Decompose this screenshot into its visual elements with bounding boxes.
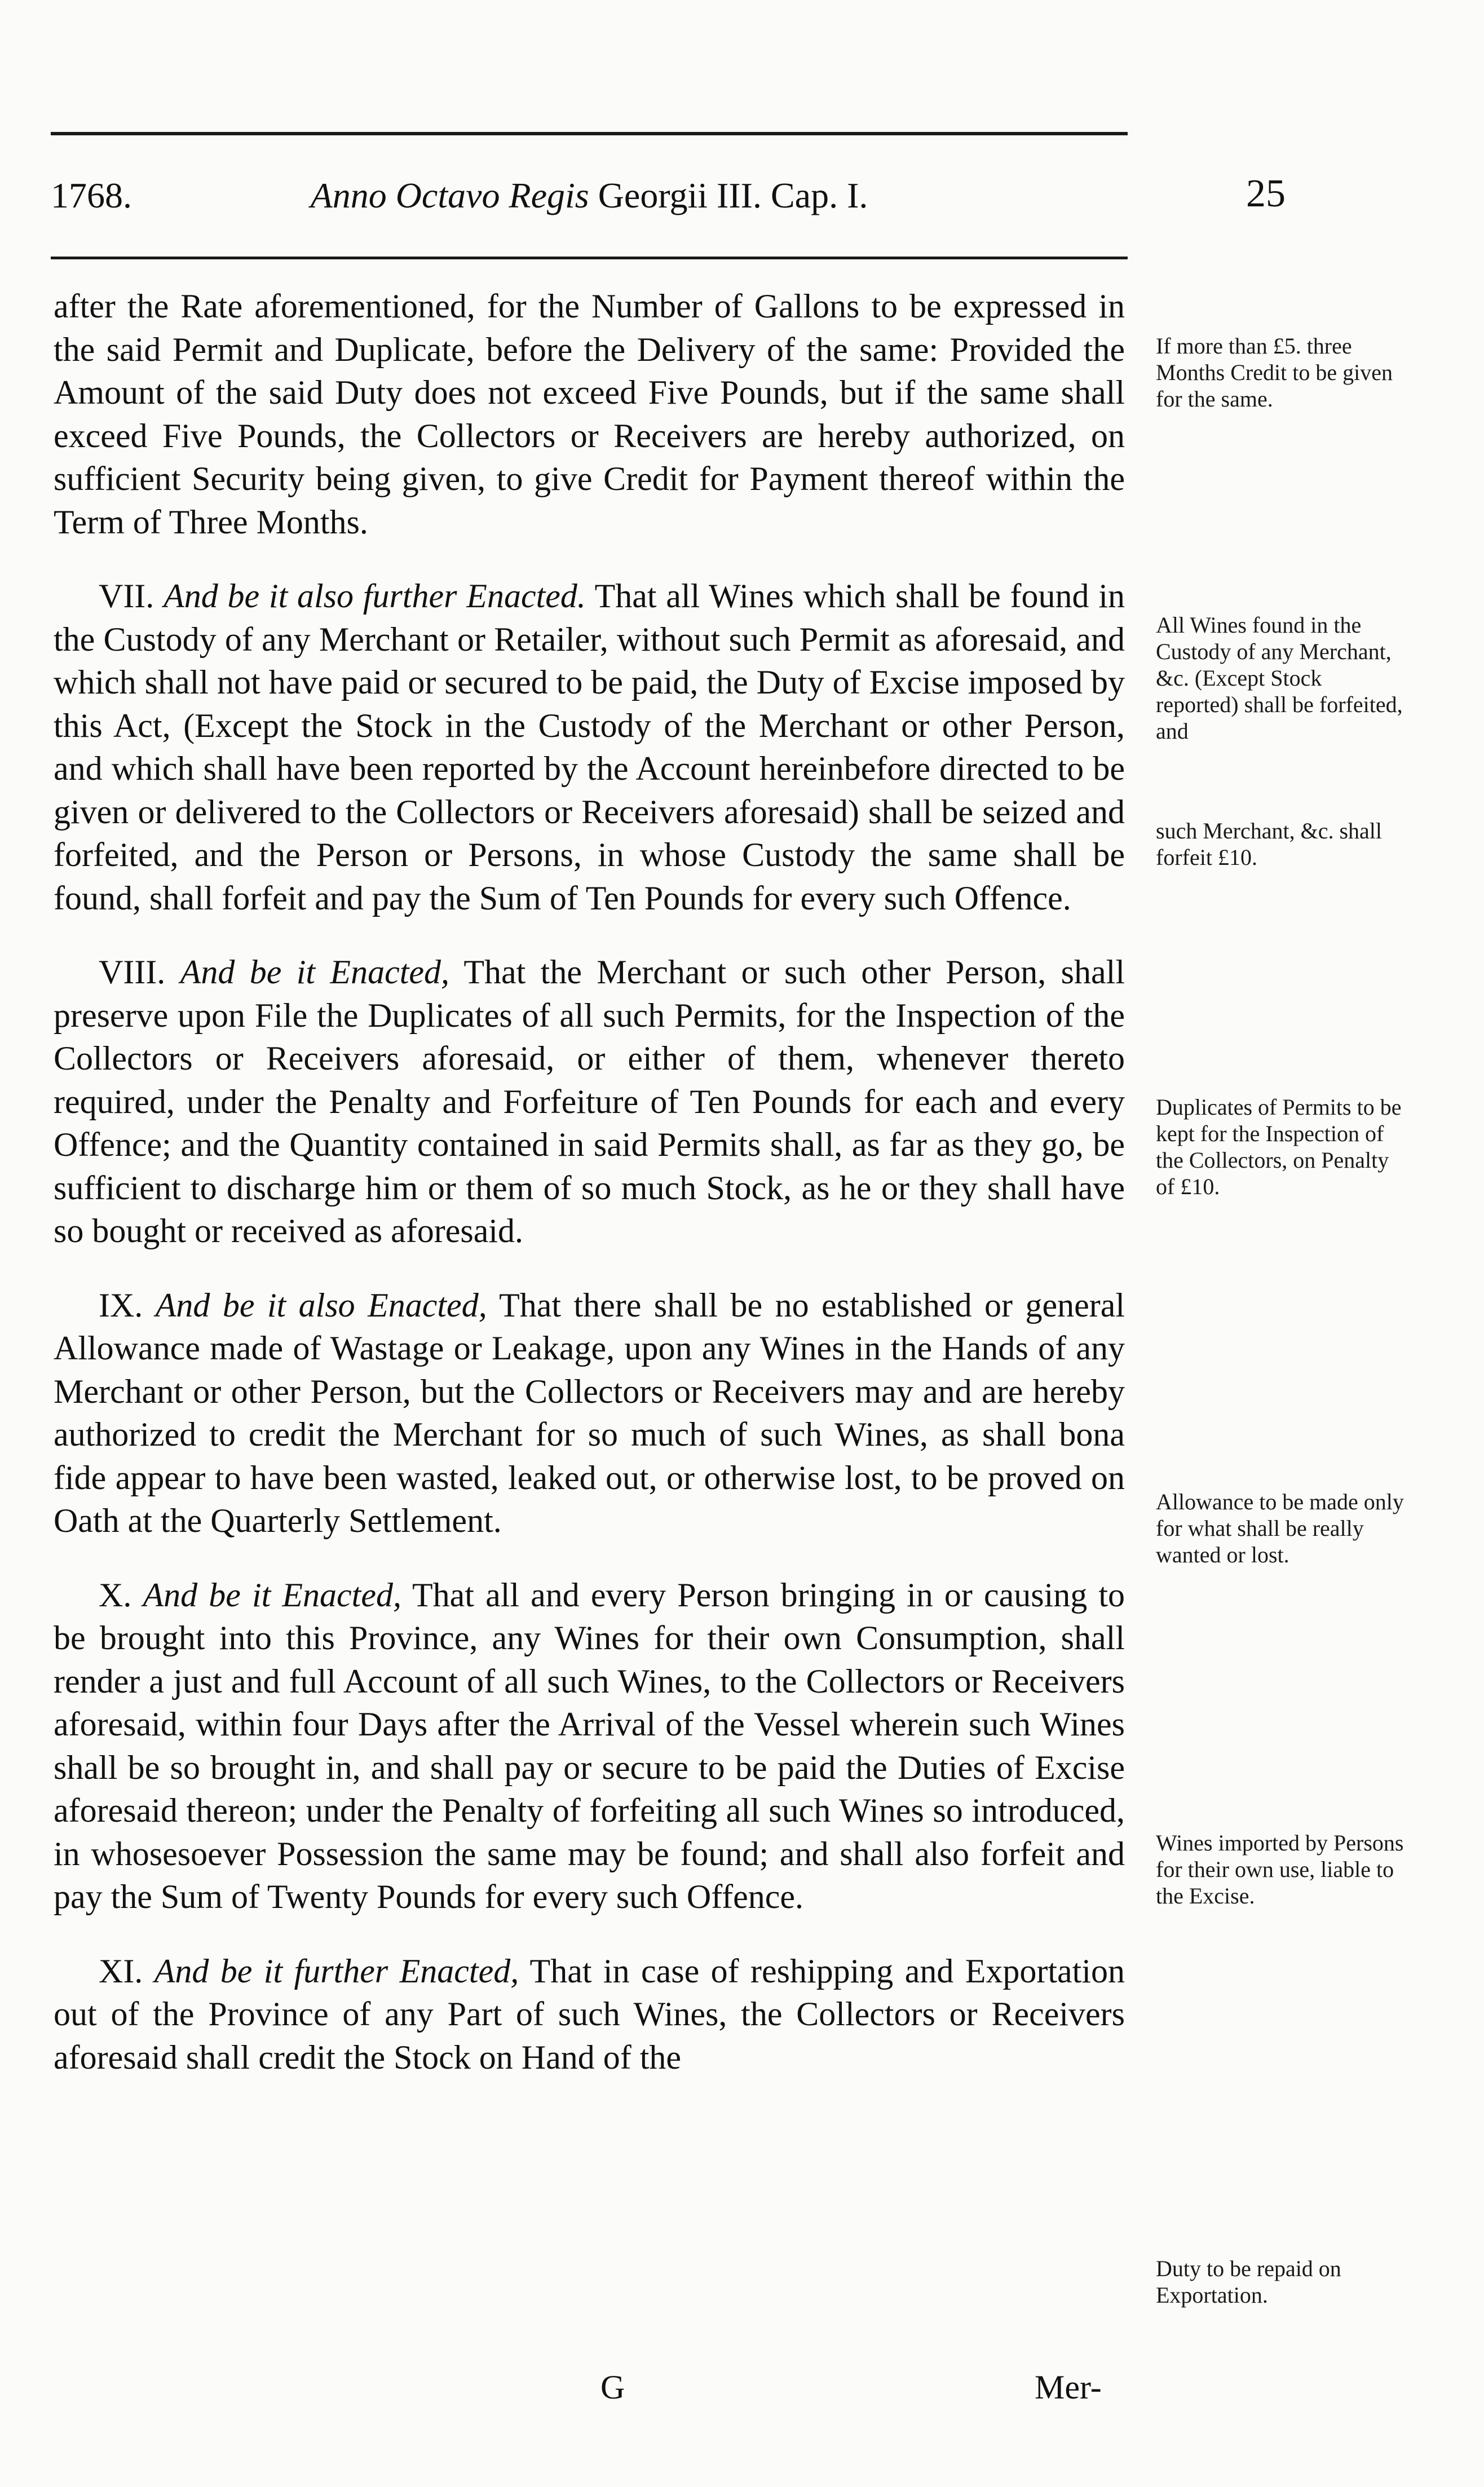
margin-note: Duplicates of Permits to be kept for the Inspection of the Collectors, on Penalty of £10. — [1156, 1094, 1402, 1199]
margin-note: such Merchant, &c. shall forfeit £10. — [1156, 818, 1382, 870]
header-title-italic: Anno Octavo Regis — [310, 175, 589, 215]
section-number: XI. — [99, 1952, 143, 1990]
margin-note: Wines imported by Persons for their own use, liable to the Excise. — [1156, 1830, 1404, 1909]
section-text: That all Wines which shall be found in the Custody of any Merchant or Retailer, without such Permit as aforesaid, and which shall not have paid or secured to be paid, the Duty of Excise imposed by this Act, (Except the Stock in the Custody of the Merchant or other Person, and which shall have been reported by the Account hereinbefore directed to be given or delivered to the Collectors or Receivers aforesaid) shall be seized and forfeited, and the Person or Persons, in whose Custody the same shall be found, shall forfeit and pay the Sum of Ten Pounds for every such Offence. — [54, 577, 1125, 917]
running-header — [51, 172, 1286, 220]
section-viii — [54, 951, 1125, 1253]
section-xi — [54, 1950, 1125, 2079]
section-number: VII. — [99, 577, 154, 615]
enacting-clause: And be it also further Enacted. — [164, 577, 586, 615]
section-text: That all and every Person bringing in or causing to be brought into this Province, any Wines for their own Consumption, shall render a just and full Account of all such Wines, to the Collectors or Receivers aforesaid, within four Days after the Arrival of the Vessel wherein such Wines shall be so brought in, and shall pay or secure to be paid the Duties of Excise aforesaid thereon; under the Penalty of forfeiting all such Wines so introduced, in whosesoever Possession the same may be found; and shall also forfeit and pay the Sum of Twenty Pounds for every such Offence. — [54, 1576, 1125, 1915]
enacting-clause: And be it further Enacted, — [154, 1952, 519, 1990]
section-continuation — [54, 285, 1125, 544]
statute-body — [54, 285, 1125, 2110]
enacting-clause: And be it Enacted, — [143, 1576, 401, 1614]
header-title-rest: Georgii III. Cap. I. — [598, 175, 868, 215]
section-ix — [54, 1284, 1125, 1543]
section-text: after the Rate aforementioned, for the Number of Gallons to be expressed in the said Permit and Duplicate, before the Delivery of the same: Provided the Amount of the said Duty does not exceed Five Pounds, but if the same shall exceed Five Pounds, the Collectors or Receivers are hereby authorized, on sufficient Security being given, to give Credit for Payment thereof within the Term of Three Months. — [54, 288, 1125, 541]
section-text: That in case of reshipping and Exportation out of the Province of any Part of such Wines, the Collectors or Receivers aforesaid shall credit the Stock on Hand of the — [54, 1952, 1125, 2076]
enacting-clause: And be it also Enacted, — [155, 1286, 487, 1324]
margin-note: If more than £5. three Months Credit to be given for the same. — [1156, 333, 1393, 412]
catchword: Mer- — [1035, 2369, 1102, 2406]
margin-note: All Wines found in the Custody of any Merchant, &c. (Except Stock reported) shall be forfeited, and — [1156, 612, 1403, 744]
section-vii — [54, 575, 1125, 920]
section-x — [54, 1574, 1125, 1919]
header-rule — [51, 257, 1128, 259]
top-rule — [51, 132, 1128, 135]
enacting-clause: And be it Enacted, — [180, 953, 450, 991]
header-year: 1768. — [51, 175, 132, 215]
signature-mark: G — [600, 2369, 625, 2406]
section-number: VIII. — [99, 953, 166, 991]
margin-note: Duty to be repaid on Exportation. — [1156, 2256, 1341, 2308]
margin-note: Allowance to be made only for what shall be really wanted or lost. — [1156, 1489, 1404, 1567]
header-title — [51, 175, 1128, 217]
section-text: That there shall be no established or general Allowance made of Wastage or Leakage, upon any Wines in the Hands of any Merchant or other Person, but the Collectors or Receivers may and are hereby authorized to credit the Merchant for so much of such Wines, as shall bona fide appear to have been wasted, leaked out, or otherwise lost, to be proved on Oath at the Quarterly Settlement. — [54, 1286, 1125, 1539]
section-text: That the Merchant or such other Person, shall preserve upon File the Duplicates of all such Permits, for the Inspection of the Collectors or Receivers aforesaid, or either of them, whenever thereto required, under the Penalty and Forfeiture of Ten Pounds for each and every Offence; and the Quantity contained in said Permits shall, as far as they go, be sufficient to discharge him or them of so much Stock, as he or they shall have so bought or received as aforesaid. — [54, 953, 1125, 1249]
section-number: X. — [99, 1576, 132, 1614]
page-number: 25 — [1246, 172, 1286, 215]
section-number: IX. — [99, 1286, 143, 1324]
